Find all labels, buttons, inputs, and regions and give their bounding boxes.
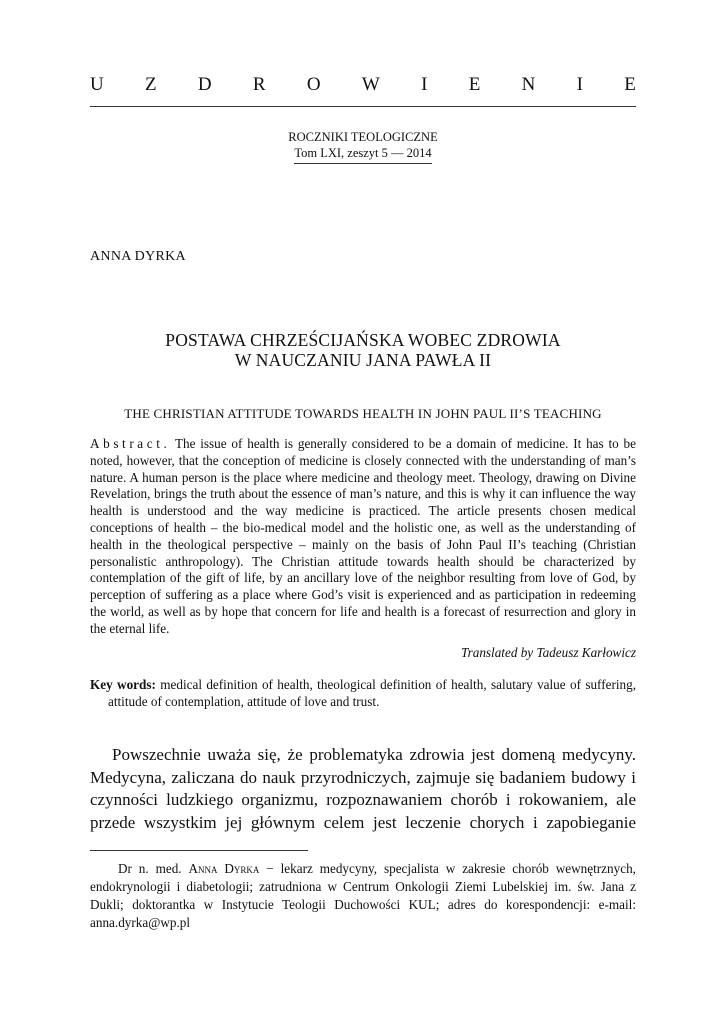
author-name: ANNA DYRKA bbox=[90, 249, 186, 264]
journal-issue: Tom LXI, zeszyt 5 — 2014 bbox=[294, 145, 431, 164]
running-head-letter: E bbox=[468, 74, 481, 95]
header-divider bbox=[90, 106, 636, 107]
article-title-line: POSTAWA CHRZEŚCIJAŃSKA WOBEC ZDROWIA bbox=[165, 330, 561, 350]
abstract bbox=[90, 436, 636, 638]
abstract-label: Abstract. bbox=[90, 436, 171, 451]
running-head-letter: U bbox=[90, 74, 104, 95]
running-head-letter: Z bbox=[145, 74, 157, 95]
running-head-letter: D bbox=[197, 74, 212, 95]
journal-info bbox=[0, 129, 726, 164]
article-title bbox=[0, 330, 726, 370]
running-head-letter: O bbox=[306, 74, 321, 95]
abstract-text: The issue of health is generally considered to be a domain of medicine. It has to be noted, however, that the conception of medicine is closely connected with the understanding of man’s nature. A human person is the place where medicine and theology meet. Theology, drawing on Divine Revelation, brings the truth about the essence of man’s nature, and this is why it can influence the way health is understood and the way medicine is practiced. The article presents chosen medical conceptions of health – the bio-medical model and the holistic one, as well as the understanding of health in the theological perspective – mainly on the basis of John Paul II’s teaching (Christian personalistic anthropology). The Christian attitude towards health should be characterized by contemplation of the gift of life, by an ancillary love of the neighbor resulting from love of God, by perception of suffering as a place where God’s visit is experienced and as participation in redeeming the world, as well as by hope that concern for life and health is a forecast of resurrection and glory in the eternal life. bbox=[90, 436, 636, 636]
keywords-label: Key words: bbox=[90, 677, 156, 692]
body-paragraph: Powszechnie uważa się, że problematyka zdrowia jest domeną medycyny. Medycyna, zaliczana do nauk przyrodniczych, zajmuje się badaniem budowy i czynności ludzkiego organizmu, rozpoznawaniem chorób i rokowaniem, ale przede wszystkim jej głównym celem jest leczenie chorych i zapobieganie bbox=[90, 745, 636, 832]
footnote-text: − lekarz medycyny, specjalista w zakresie chorób wewnętrznych, endokrynologii i diabetologii; zatrudniona w Centrum Onkologii Ziemi Lubelskiej im. św. Jana z Dukli; doktorantka w Instytucie Teologii Duchowości KUL; adres do korespondencji: e-mail: anna.dyrka@wp.pl bbox=[90, 861, 636, 930]
running-head-letter: N bbox=[521, 74, 536, 95]
running-head-letter: E bbox=[624, 74, 636, 95]
running-head-letter: W bbox=[361, 74, 380, 95]
running-head-letter: I bbox=[576, 74, 583, 95]
running-head-letter: I bbox=[421, 74, 428, 95]
keywords-text: medical definition of health, theological definition of health, salutary value of suffering, attitude of contemplation, attitude of love and trust. bbox=[108, 677, 636, 709]
article-title-line: W NAUCZANIU JANA PAWŁA II bbox=[234, 350, 492, 370]
running-head-letter: R bbox=[252, 74, 266, 95]
keywords bbox=[90, 676, 636, 710]
running-head bbox=[90, 74, 636, 98]
footnote-author-name: Anna Dyrka bbox=[188, 861, 260, 876]
translator-credit: Translated by Tadeusz Karłowicz bbox=[460, 645, 636, 660]
english-title: THE CHRISTIAN ATTITUDE TOWARDS HEALTH IN JOHN PAUL II’S TEACHING bbox=[124, 406, 602, 421]
footnote-divider bbox=[90, 850, 308, 851]
journal-name: ROCZNIKI TEOLOGICZNE bbox=[288, 130, 438, 144]
footnote bbox=[90, 860, 636, 932]
footnote-prefix: Dr n. med. bbox=[118, 861, 189, 876]
